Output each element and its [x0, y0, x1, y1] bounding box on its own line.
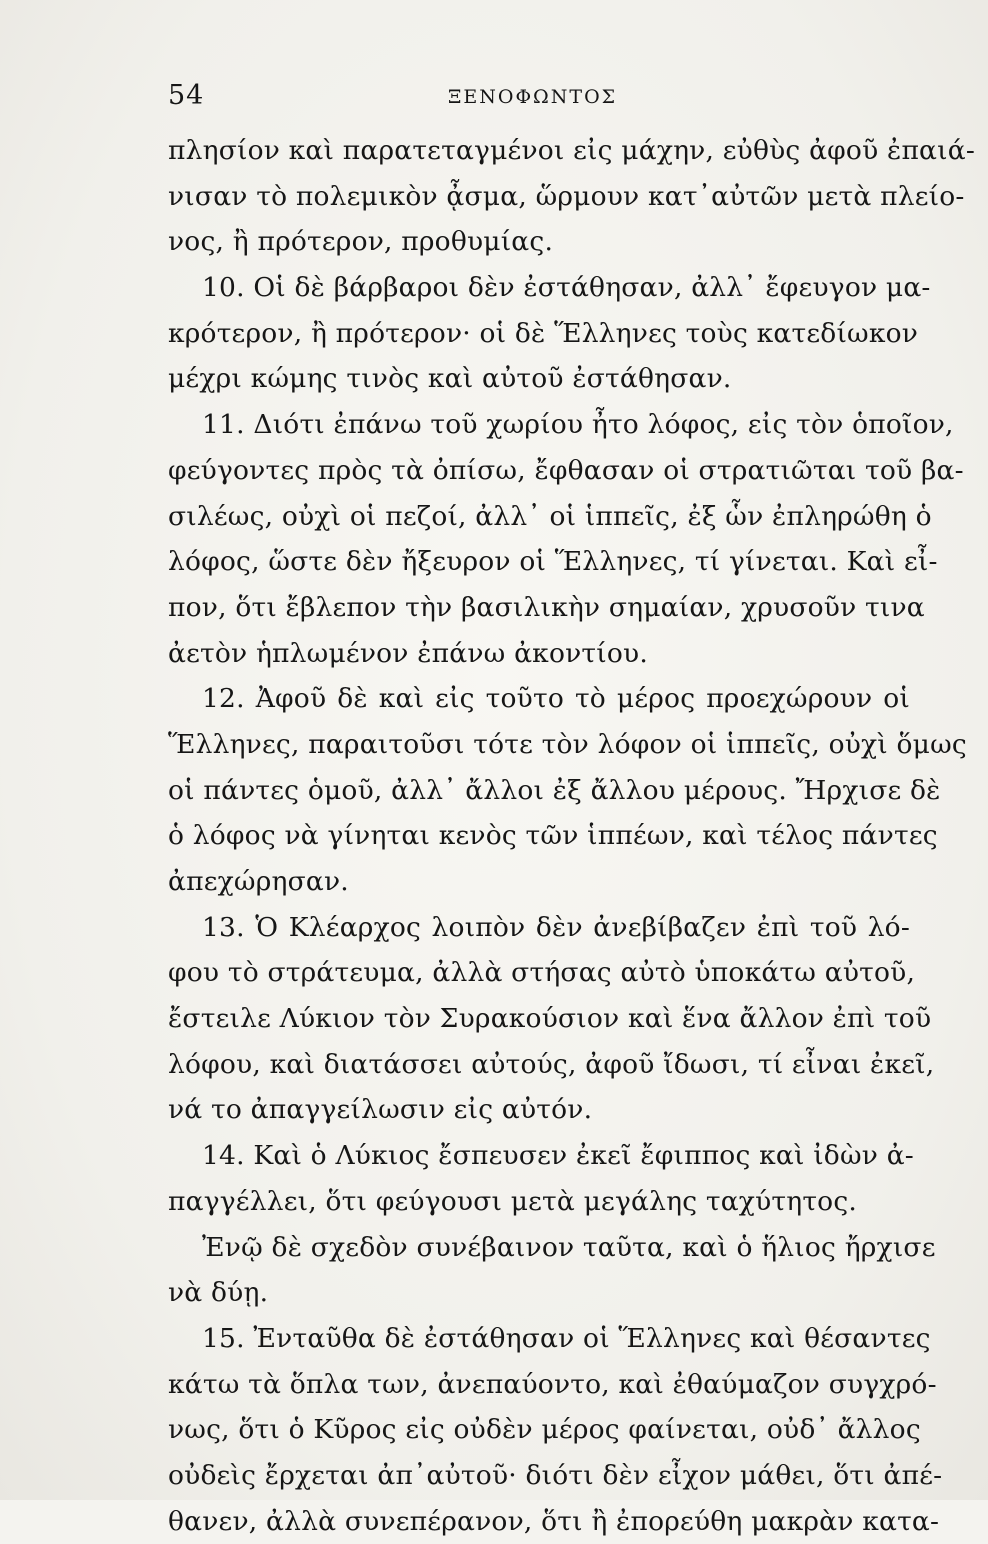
text-line: νὰ δύῃ.	[168, 1277, 269, 1309]
text-line: κάτω τὰ ὅπλα των, ἀνεπαύοντο, καὶ ἐθαύμαζον συγχρό-	[168, 1368, 937, 1400]
text-line: 14. Καὶ ὁ Λύκιος ἔσπευσεν ἐκεῖ ἔφιππος καὶ ἰδὼν ἀ-	[202, 1140, 914, 1172]
text-line: παγγέλλει, ὅτι φεύγουσι μετὰ μεγάλης ταχύτητος.	[168, 1185, 857, 1217]
text-line: ἀετὸν ἡπλωμένον ἐπάνω ἀκοντίου.	[168, 637, 648, 669]
text-line: λόφος, ὥστε δὲν ἤξευρον οἱ Ἕλληνες, τί γίνεται. Καὶ εἶ-	[168, 546, 938, 578]
text-line: 11. Διότι ἐπάνω τοῦ χωρίου ἦτο λόφος, εἰς τὸν ὁποῖον,	[202, 409, 954, 441]
text-line: 10. Οἱ δὲ βάρβαροι δὲν ἐστάθησαν, ἀλλ᾽ ἔφευγον μα-	[202, 272, 931, 304]
text-line: ἔστειλε Λύκιον τὸν Συρακούσιον καὶ ἕνα ἄλλον ἐπὶ τοῦ	[168, 1003, 932, 1035]
text-line: μέχρι κώμης τινὸς καὶ αὐτοῦ ἐστάθησαν.	[168, 363, 732, 395]
text-line: ὁ λόφος νὰ γίνηται κενὸς τῶν ἱππέων, καὶ τέλος πάντες	[168, 820, 938, 852]
text-line: νά το ἀπαγγείλωσιν εἰς αὐτόν.	[168, 1094, 593, 1126]
text-line: φου τὸ στράτευμα, ἀλλὰ στήσας αὐτὸ ὑποκάτω αὐτοῦ,	[168, 957, 916, 989]
body-text	[168, 128, 975, 1544]
text-line: οἱ πάντες ὁμοῦ, ἀλλ᾽ ἄλλοι ἐξ ἄλλου μέρους. Ἤρχισε δὲ	[168, 774, 941, 806]
running-title: ΞΕΝΟΦΩΝΤΟΣ	[448, 86, 618, 108]
text-line: σιλέως, οὐχὶ οἱ πεζοί, ἀλλ᾽ οἱ ἱππεῖς, ἐξ ὧν ἐπληρώθη ὁ	[168, 500, 932, 532]
text-line: Ἐνῷ δὲ σχεδὸν συνέβαινον ταῦτα, καὶ ὁ ἥλιος ἤρχισε	[202, 1231, 936, 1263]
text-line: νισαν τὸ πολεμικὸν ᾆσμα, ὥρμουν κατ᾽αὐτῶν μετὰ πλείο-	[168, 180, 965, 212]
text-line: πλησίον καὶ παρατεταγμένοι εἰς μάχην, εὐθὺς ἀφοῦ ἐπαιά-	[168, 135, 975, 166]
text-line: λόφου, καὶ διατάσσει αὐτούς, ἀφοῦ ἴδωσι, τί εἶναι ἐκεῖ,	[168, 1048, 935, 1080]
text-line: φεύγοντες πρὸς τὰ ὀπίσω, ἔφθασαν οἱ στρατιῶται τοῦ βα-	[168, 454, 964, 486]
text-line: ἀπεχώρησαν.	[168, 866, 349, 897]
text-line: κρότερον, ἢ πρότερον· οἱ δὲ Ἕλληνες τοὺς κατεδίωκον	[168, 317, 919, 349]
text-line: νως, ὅτι ὁ Κῦρος εἰς οὐδὲν μέρος φαίνεται, οὐδ᾽ ἄλλος	[168, 1414, 921, 1446]
text-line: 15. Ἐνταῦθα δὲ ἐστάθησαν οἱ Ἕλληνες καὶ θέσαντες	[202, 1322, 931, 1354]
text-line: θανεν, ἀλλὰ συνεπέρανον, ὅτι ἢ ἐπορεύθη μακρὰν κατα-	[168, 1505, 940, 1537]
text-line: Ἕλληνες, παραιτοῦσι τότε τὸν λόφον οἱ ἱππεῖς, οὐχὶ ὅμως	[168, 728, 967, 760]
text-line: 12. Ἀφοῦ δὲ καὶ εἰς τοῦτο τὸ μέρος προεχώρουν οἱ	[202, 683, 910, 715]
text-line: νος, ἢ πρότερον, προθυμίας.	[168, 226, 554, 258]
page-number: 54	[168, 80, 205, 111]
text-line: πον, ὅτι ἔβλεπον τὴν βασιλικὴν σημαίαν, χρυσοῦν τινα	[168, 591, 925, 623]
text-line: 13. Ὁ Κλέαρχος λοιπὸν δὲν ἀνεβίβαζεν ἐπὶ τοῦ λό-	[202, 911, 910, 943]
text-line: οὐδεὶς ἔρχεται ἀπ᾽αὐτοῦ· διότι δὲν εἶχον μάθει, ὅτι ἀπέ-	[168, 1459, 943, 1491]
page-header	[168, 80, 908, 120]
